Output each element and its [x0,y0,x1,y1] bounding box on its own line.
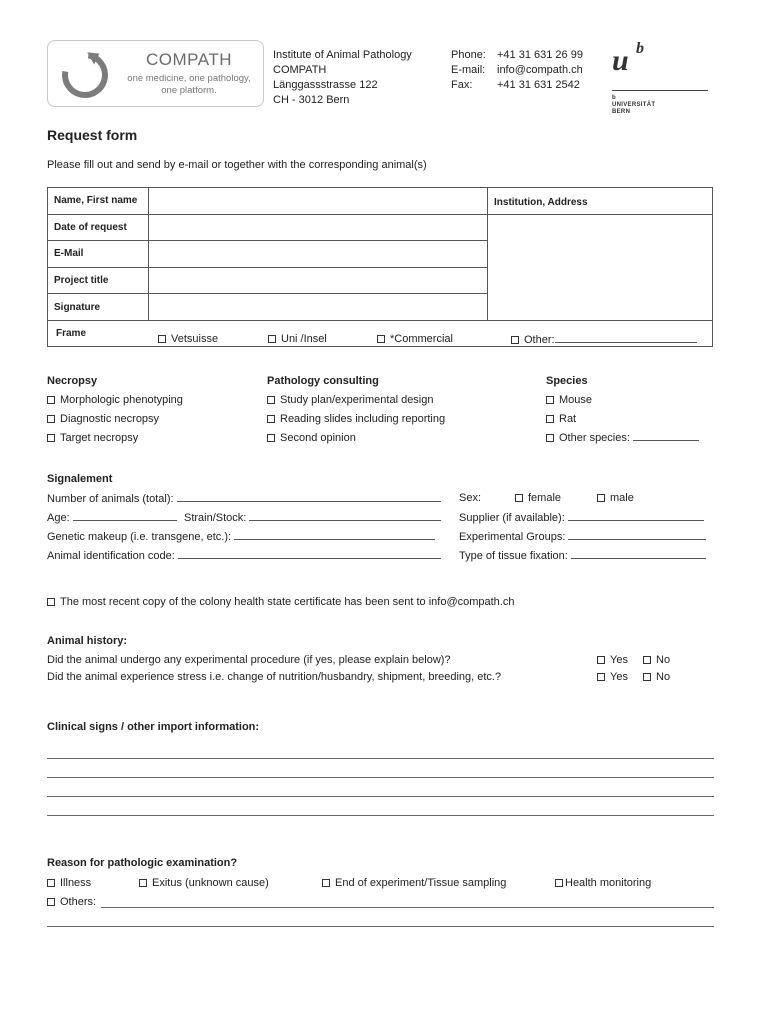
option-label: Exitus (unknown cause) [152,877,269,889]
num-animals-label: Number of animals (total): [47,493,174,505]
reason-end-experiment[interactable] [322,877,506,889]
supplier-input[interactable] [568,511,704,521]
checkbox[interactable] [47,434,55,442]
email-label: E-mail: [451,64,486,76]
checkbox[interactable] [267,434,275,442]
date-field[interactable] [149,214,488,241]
checkbox[interactable] [597,656,605,664]
unibe-universitat: UNIVERSITÄT [612,102,656,108]
no-label: No [656,654,671,666]
clinical-line-2[interactable] [47,777,714,778]
frame-label: Frame [56,327,87,339]
checkbox[interactable] [267,396,275,404]
option-label: Reading slides including reporting [280,413,446,425]
q2-no[interactable] [643,671,670,683]
unibe-logo-mark: u [612,44,629,77]
genetic-row [47,530,435,543]
address-line-1: Institute of Animal Pathology [273,49,412,61]
checkbox[interactable] [377,335,385,343]
checkbox[interactable] [47,598,55,606]
email-field-label: E-Mail [48,241,149,268]
checkbox[interactable] [511,336,519,344]
reason-others[interactable] [47,896,96,908]
date-label: Date of request [48,214,149,241]
yes-label: Yes [610,654,628,666]
clinical-title: Clinical signs / other import information: [47,721,260,733]
project-field[interactable] [149,267,488,294]
phone-label: Phone: [451,49,486,61]
pathology-section [267,372,445,448]
genetic-input[interactable] [234,530,435,540]
fax-label: Fax: [451,79,473,91]
option-label: Others: [60,896,97,908]
q2-yes[interactable] [597,671,628,683]
pathology-title: Pathology consulting [267,375,379,387]
checkbox[interactable] [515,494,523,502]
supplier-label: Supplier (if available): [459,512,565,524]
option-label: Second opinion [280,432,356,444]
necropsy-section [47,372,183,448]
animal-id-row [47,549,441,562]
unibe-bern: BERN [612,109,631,115]
necropsy-option[interactable] [47,429,183,448]
signature-label: Signature [48,294,149,321]
option-label: Morphologic phenotyping [60,394,183,406]
supplier-row [459,511,704,524]
frame-other-input[interactable] [555,333,697,343]
frame-uni-insel[interactable] [268,333,327,345]
checkbox[interactable] [597,494,605,502]
logo-title: COMPATH [146,50,232,69]
option-label: Other species: [559,432,630,444]
certificate-option[interactable] [47,596,514,608]
signalement-title: Signalement [47,473,113,485]
age-input[interactable] [73,511,177,521]
unibe-wordmark [612,95,655,116]
institution-label: Institution, Address [488,188,713,215]
checkbox[interactable] [546,415,554,423]
groups-row [459,530,706,543]
species-section [546,372,699,448]
q1-no[interactable] [643,654,670,666]
necropsy-title: Necropsy [47,375,98,387]
address-line-2: COMPATH [273,64,327,76]
genetic-label: Genetic makeup (i.e. transgene, etc.): [47,531,232,543]
q1-yes[interactable] [597,654,628,666]
sex-label: Sex: [459,492,482,504]
species-option[interactable] [546,429,699,448]
others-line-2[interactable] [47,926,714,927]
unibe-rule [612,90,708,91]
name-field[interactable] [149,188,488,215]
species-title: Species [546,375,588,387]
animal-id-input[interactable] [178,549,441,559]
groups-label: Experimental Groups: [459,531,566,543]
checkbox[interactable] [546,396,554,404]
frame-uni-label: Uni /Insel [281,333,327,345]
option-label: Target necropsy [60,432,139,444]
option-label: Mouse [559,394,593,406]
sex-female[interactable] [515,492,561,504]
checkbox[interactable] [47,879,55,887]
checkbox[interactable] [47,396,55,404]
option-label: Health monitoring [565,877,652,889]
pathology-option[interactable] [267,410,445,429]
checkbox[interactable] [47,898,55,906]
request-table [47,187,713,347]
address-line-4: CH - 3012 Bern [273,94,350,106]
option-label: Diagnostic necropsy [60,413,160,425]
institute-address [273,48,412,108]
pathology-option[interactable] [267,429,445,448]
page-title: Request form [47,127,138,143]
checkbox[interactable] [643,673,651,681]
checkbox[interactable] [47,415,55,423]
option-label: Study plan/experimental design [280,394,434,406]
age-row [47,511,177,524]
checkbox[interactable] [268,335,276,343]
clinical-line-3[interactable] [47,796,714,797]
checkbox[interactable] [643,656,651,664]
checkbox[interactable] [139,879,147,887]
name-label: Name, First name [48,188,149,215]
clinical-line-1[interactable] [47,758,714,759]
reason-health-monitoring[interactable] [555,877,651,889]
strain-row [184,511,441,524]
phone-value: +41 31 631 26 99 [497,49,583,61]
yes-label: Yes [610,671,628,683]
necropsy-option[interactable] [47,410,183,429]
groups-input[interactable] [568,530,706,540]
checkbox[interactable] [546,434,554,442]
no-label: No [656,671,671,683]
reason-illness[interactable] [47,877,91,889]
checkbox[interactable] [267,415,275,423]
unibe-b: b [612,95,616,101]
necropsy-option[interactable] [47,391,183,410]
checkbox[interactable] [322,879,330,887]
option-label: End of experiment/Tissue sampling [335,877,507,889]
num-animals-row [47,492,441,505]
num-animals-input[interactable] [177,492,441,502]
history-q1: Did the animal undergo any experimental procedure (if yes, please explain below)? [47,654,451,666]
species-option[interactable] [546,410,699,429]
tissue-label: Type of tissue fixation: [459,550,568,562]
contact-values [497,48,583,93]
reason-exitus[interactable] [139,877,269,889]
option-label: Rat [559,413,577,425]
checkbox[interactable] [597,673,605,681]
email-field[interactable] [149,241,488,268]
tagline-line-1: one medicine, one pathology, [127,73,251,84]
tissue-input[interactable] [571,549,706,559]
frame-other-label: Other: [524,334,555,346]
address-line-3: Länggassstrasse 122 [273,79,378,91]
logo-tagline [124,73,254,97]
circular-arrow-icon [53,43,117,107]
signature-field[interactable] [149,294,488,321]
tissue-row [459,549,706,562]
age-label: Age: [47,512,70,524]
tagline-line-2: one platform. [161,85,217,96]
others-line-1[interactable] [101,907,714,908]
strain-label: Strain/Stock: [184,512,247,524]
unibe-logo-sup: b [636,40,644,57]
reason-title: Reason for pathologic examination? [47,857,238,869]
animal-id-label: Animal identification code: [47,550,175,562]
strain-input[interactable] [249,511,441,521]
clinical-line-4[interactable] [47,815,714,816]
fax-value: +41 31 631 2542 [497,79,580,91]
frame-commercial-label: *Commercial [390,333,453,345]
frame-other[interactable] [511,333,697,346]
pathology-option[interactable] [267,391,445,410]
male-label: male [610,492,634,504]
option-label: Illness [60,877,92,889]
email-value: info@compath.ch [497,64,583,76]
frame-vetsuisse-label: Vetsuisse [171,333,219,345]
frame-commercial[interactable] [377,333,453,345]
history-q2: Did the animal experience stress i.e. change of nutrition/husbandry, shipment, breeding, etc.? [47,671,502,683]
checkbox[interactable] [158,335,166,343]
other-species-input[interactable] [633,431,699,441]
institution-field[interactable] [488,214,713,320]
female-label: female [528,492,562,504]
frame-vetsuisse[interactable] [158,333,218,345]
compath-logo [47,40,264,107]
species-option[interactable] [546,391,699,410]
contact-labels [451,48,486,93]
project-label: Project title [48,267,149,294]
history-title: Animal history: [47,635,128,647]
certificate-label: The most recent copy of the colony health state certificate has been sent to info@compath.ch [60,596,515,608]
sex-male[interactable] [597,492,634,504]
checkbox[interactable] [555,879,563,887]
intro-text: Please fill out and send by e-mail or together with the corresponding animal(s) [47,159,427,171]
